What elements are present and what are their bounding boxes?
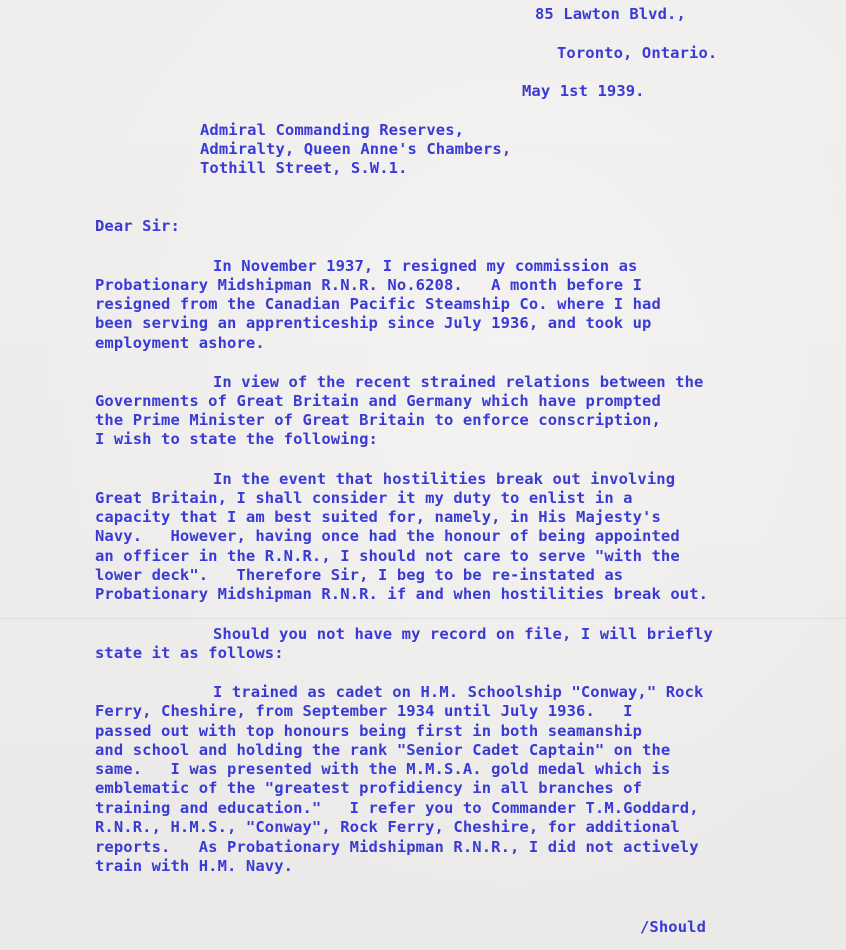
sender-street: 85 Lawton Blvd., xyxy=(535,5,686,23)
paragraph-2-line: I wish to state the following: xyxy=(95,430,378,448)
paragraph-3-line: Probationary Midshipman R.N.R. if and when hostilities break out. xyxy=(95,585,709,603)
paragraph-2-line: the Prime Minister of Great Britain to enforce conscription, xyxy=(95,411,661,429)
paragraph-1-line: In November 1937, I resigned my commission as xyxy=(213,257,638,275)
paragraph-1-line: employment ashore. xyxy=(95,334,265,352)
paragraph-3-line: lower deck". Therefore Sir, I beg to be re-instated as xyxy=(95,566,624,584)
paragraph-5-line: Ferry, Cheshire, from September 1934 until July 1936. I xyxy=(95,702,633,720)
recipient-line-3: Tothill Street, S.W.1. xyxy=(200,159,408,177)
paragraph-2-line: In view of the recent strained relations between the xyxy=(213,373,704,391)
paragraph-5-line: and school and holding the rank "Senior Cadet Captain" on the xyxy=(95,741,671,759)
recipient-line-1: Admiral Commanding Reserves, xyxy=(200,121,465,139)
paragraph-3-line: Great Britain, I shall consider it my duty to enlist in a xyxy=(95,489,633,507)
paragraph-5-line: I trained as cadet on H.M. Schoolship "Conway," Rock xyxy=(213,683,704,701)
paragraph-5-line: training and education." I refer you to Commander T.M.Goddard, xyxy=(95,799,699,817)
paragraph-4-line: state it as follows: xyxy=(95,644,284,662)
salutation: Dear Sir: xyxy=(95,217,180,235)
letter-date: May 1st 1939. xyxy=(522,82,645,100)
paper-fold-line xyxy=(0,618,846,619)
paragraph-5-line: reports. As Probationary Midshipman R.N.R., I did not actively xyxy=(95,838,699,856)
paragraph-5-line: same. I was presented with the M.M.S.A. gold medal which is xyxy=(95,760,671,778)
sender-city: Toronto, Ontario. xyxy=(557,44,718,62)
paragraph-4-line: Should you not have my record on file, I will briefly xyxy=(213,625,713,643)
recipient-line-2: Admiralty, Queen Anne's Chambers, xyxy=(200,140,512,158)
paragraph-1-line: Probationary Midshipman R.N.R. No.6208. A month before I xyxy=(95,276,643,294)
paragraph-2-line: Governments of Great Britain and Germany which have prompted xyxy=(95,392,661,410)
paragraph-5-line: R.N.R., H.M.S., "Conway", Rock Ferry, Cheshire, for additional xyxy=(95,818,680,836)
paragraph-3-line: an officer in the R.N.R., I should not care to serve "with the xyxy=(95,547,680,565)
paragraph-1-line: resigned from the Canadian Pacific Steamship Co. where I had xyxy=(95,295,661,313)
paragraph-5-line: passed out with top honours being first in both seamanship xyxy=(95,722,643,740)
paragraph-3-line: capacity that I am best suited for, namely, in His Majesty's xyxy=(95,508,661,526)
paragraph-1-line: been serving an apprenticeship since July 1936, and took up xyxy=(95,314,652,332)
paragraph-5-line: train with H.M. Navy. xyxy=(95,857,294,875)
paragraph-3-line: Navy. However, having once had the honour of being appointed xyxy=(95,527,680,545)
paragraph-3-line: In the event that hostilities break out involving xyxy=(213,470,676,488)
continuation-marker: /Should xyxy=(640,918,707,936)
paragraph-5-line: emblematic of the "greatest profidiency in all branches of xyxy=(95,779,643,797)
